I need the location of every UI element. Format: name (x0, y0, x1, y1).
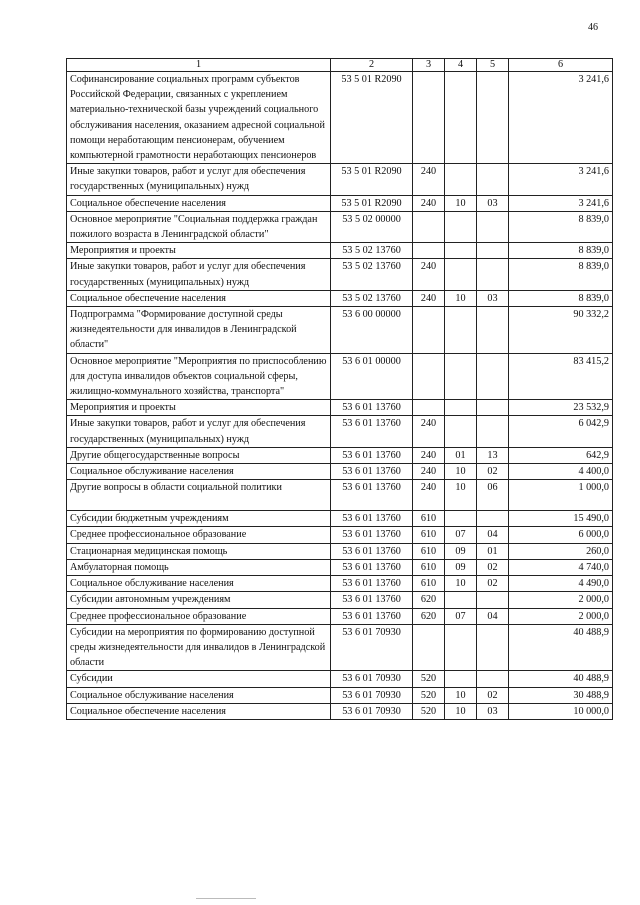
header-col-4: 4 (445, 59, 477, 72)
table-row (67, 353, 613, 400)
row-rz-cell (445, 243, 477, 259)
row-sum-cell: 1 000,0 (509, 480, 613, 511)
row-code-cell: 53 6 01 13760 (331, 559, 413, 575)
row-rz-cell (445, 353, 477, 400)
row-rz-cell: 01 (445, 447, 477, 463)
row-sum-cell: 8 839,0 (509, 259, 613, 290)
header-col-6: 6 (509, 59, 613, 72)
row-rz-cell: 10 (445, 703, 477, 719)
row-pr-cell (477, 511, 509, 527)
row-rz-cell (445, 624, 477, 671)
row-code-cell: 53 6 01 70930 (331, 687, 413, 703)
row-pr-cell (477, 624, 509, 671)
row-name-cell: Иные закупки товаров, работ и услуг для обеспечения государственных (муниципальных) нужд (67, 164, 331, 195)
table-header-row (67, 59, 613, 72)
row-code-cell: 53 6 01 13760 (331, 527, 413, 543)
footer-mark (196, 898, 256, 899)
row-pr-cell: 03 (477, 195, 509, 211)
row-code-cell: 53 5 02 13760 (331, 259, 413, 290)
row-pr-cell: 06 (477, 480, 509, 511)
row-sum-cell: 2 000,0 (509, 592, 613, 608)
row-name-cell: Социальное обслуживание населения (67, 687, 331, 703)
row-sum-cell: 15 490,0 (509, 511, 613, 527)
row-vr-cell (413, 307, 445, 354)
table-row (67, 290, 613, 306)
row-pr-cell (477, 259, 509, 290)
row-pr-cell (477, 164, 509, 195)
row-name-cell: Субсидии (67, 671, 331, 687)
row-code-cell: 53 5 02 00000 (331, 211, 413, 242)
row-vr-cell: 620 (413, 592, 445, 608)
row-sum-cell: 23 532,9 (509, 400, 613, 416)
table-row (67, 687, 613, 703)
row-name-cell: Амбулаторная помощь (67, 559, 331, 575)
row-pr-cell: 02 (477, 576, 509, 592)
row-name-cell: Субсидии на мероприятия по формированию доступной среды жизнедеятельности для инвалидов в Ленинградской области (67, 624, 331, 671)
table-row (67, 72, 613, 164)
row-name-cell: Основное мероприятие "Социальная поддержка граждан пожилого возраста в Ленинградской области" (67, 211, 331, 242)
row-rz-cell (445, 259, 477, 290)
row-sum-cell: 4 400,0 (509, 464, 613, 480)
row-pr-cell (477, 211, 509, 242)
table-row (67, 259, 613, 290)
table-row (67, 671, 613, 687)
row-code-cell: 53 5 02 13760 (331, 243, 413, 259)
header-col-5: 5 (477, 59, 509, 72)
row-name-cell: Другие вопросы в области социальной политики (67, 480, 331, 511)
row-rz-cell (445, 72, 477, 164)
row-vr-cell: 610 (413, 559, 445, 575)
row-code-cell: 53 6 01 13760 (331, 511, 413, 527)
row-sum-cell: 40 488,9 (509, 624, 613, 671)
row-vr-cell: 240 (413, 447, 445, 463)
row-rz-cell (445, 416, 477, 447)
table-row (67, 464, 613, 480)
row-rz-cell (445, 164, 477, 195)
row-name-cell: Социальное обслуживание населения (67, 464, 331, 480)
table-row (67, 576, 613, 592)
row-name-cell: Софинансирование социальных программ субъектов Российской Федерации, связанных с укреплением материально-технической базы учреждений социального обслуживания населения, оказанием адресной социальной помощи неработающим пенсионерам, обучением компьютерной грамотности неработающих пенсионеров (67, 72, 331, 164)
row-pr-cell: 01 (477, 543, 509, 559)
table-row (67, 400, 613, 416)
row-pr-cell: 02 (477, 559, 509, 575)
row-name-cell: Основное мероприятие "Мероприятия по приспособлению для доступа инвалидов объектов социальной сферы, жилищно-коммунального хозяйства, транспорта" (67, 353, 331, 400)
row-vr-cell (413, 353, 445, 400)
row-pr-cell (477, 72, 509, 164)
row-pr-cell: 03 (477, 290, 509, 306)
row-sum-cell: 3 241,6 (509, 164, 613, 195)
row-vr-cell (413, 624, 445, 671)
row-pr-cell (477, 307, 509, 354)
row-pr-cell: 04 (477, 608, 509, 624)
row-sum-cell: 8 839,0 (509, 243, 613, 259)
row-vr-cell: 610 (413, 543, 445, 559)
row-pr-cell (477, 416, 509, 447)
table-row (67, 195, 613, 211)
table-row (67, 243, 613, 259)
row-code-cell: 53 6 01 13760 (331, 608, 413, 624)
row-name-cell: Субсидии автономным учреждениям (67, 592, 331, 608)
row-name-cell: Среднее профессиональное образование (67, 527, 331, 543)
row-rz-cell: 10 (445, 687, 477, 703)
row-vr-cell: 240 (413, 464, 445, 480)
row-vr-cell: 240 (413, 290, 445, 306)
row-vr-cell: 240 (413, 480, 445, 511)
table-row (67, 211, 613, 242)
row-rz-cell (445, 671, 477, 687)
row-name-cell: Социальное обеспечение населения (67, 290, 331, 306)
table-row (67, 703, 613, 719)
row-rz-cell: 09 (445, 543, 477, 559)
row-code-cell: 53 6 01 00000 (331, 353, 413, 400)
row-code-cell: 53 6 01 13760 (331, 447, 413, 463)
row-rz-cell: 10 (445, 480, 477, 511)
row-pr-cell (477, 671, 509, 687)
page-number: 46 (588, 22, 598, 33)
table-row (67, 592, 613, 608)
row-vr-cell (413, 211, 445, 242)
row-name-cell: Подпрограмма "Формирование доступной среды жизнедеятельности для инвалидов в Ленинградской области" (67, 307, 331, 354)
row-sum-cell: 642,9 (509, 447, 613, 463)
row-code-cell: 53 5 02 13760 (331, 290, 413, 306)
row-sum-cell: 8 839,0 (509, 290, 613, 306)
row-code-cell: 53 5 01 R2090 (331, 72, 413, 164)
row-name-cell: Социальное обеспечение населения (67, 195, 331, 211)
row-sum-cell: 2 000,0 (509, 608, 613, 624)
row-rz-cell (445, 511, 477, 527)
row-rz-cell (445, 307, 477, 354)
row-pr-cell: 13 (477, 447, 509, 463)
row-pr-cell (477, 400, 509, 416)
row-code-cell: 53 6 01 70930 (331, 624, 413, 671)
row-name-cell: Иные закупки товаров, работ и услуг для обеспечения государственных (муниципальных) нужд (67, 416, 331, 447)
row-sum-cell: 4 490,0 (509, 576, 613, 592)
row-code-cell: 53 6 01 70930 (331, 671, 413, 687)
row-sum-cell: 30 488,9 (509, 687, 613, 703)
row-rz-cell (445, 592, 477, 608)
row-rz-cell: 10 (445, 464, 477, 480)
row-sum-cell: 90 332,2 (509, 307, 613, 354)
row-sum-cell: 40 488,9 (509, 671, 613, 687)
budget-table (66, 58, 613, 720)
row-sum-cell: 10 000,0 (509, 703, 613, 719)
row-code-cell: 53 6 01 13760 (331, 576, 413, 592)
row-vr-cell: 520 (413, 703, 445, 719)
row-name-cell: Субсидии бюджетным учреждениям (67, 511, 331, 527)
row-rz-cell (445, 211, 477, 242)
row-name-cell: Иные закупки товаров, работ и услуг для обеспечения государственных (муниципальных) нужд (67, 259, 331, 290)
row-vr-cell: 610 (413, 527, 445, 543)
row-code-cell: 53 6 00 00000 (331, 307, 413, 354)
row-rz-cell: 07 (445, 608, 477, 624)
row-vr-cell: 520 (413, 671, 445, 687)
row-sum-cell: 6 000,0 (509, 527, 613, 543)
row-name-cell: Социальное обеспечение населения (67, 703, 331, 719)
row-rz-cell: 10 (445, 576, 477, 592)
row-name-cell: Другие общегосударственные вопросы (67, 447, 331, 463)
table-row (67, 164, 613, 195)
row-pr-cell: 03 (477, 703, 509, 719)
row-pr-cell (477, 592, 509, 608)
table-row (67, 559, 613, 575)
row-rz-cell: 10 (445, 290, 477, 306)
row-vr-cell (413, 243, 445, 259)
row-vr-cell: 520 (413, 687, 445, 703)
row-code-cell: 53 6 01 70930 (331, 703, 413, 719)
row-sum-cell: 83 415,2 (509, 353, 613, 400)
row-code-cell: 53 6 01 13760 (331, 592, 413, 608)
row-pr-cell (477, 243, 509, 259)
row-sum-cell: 3 241,6 (509, 72, 613, 164)
row-code-cell: 53 5 01 R2090 (331, 195, 413, 211)
table-body (67, 72, 613, 720)
row-pr-cell: 02 (477, 464, 509, 480)
row-sum-cell: 6 042,9 (509, 416, 613, 447)
row-code-cell: 53 6 01 13760 (331, 543, 413, 559)
row-name-cell: Мероприятия и проекты (67, 400, 331, 416)
row-vr-cell: 240 (413, 259, 445, 290)
table-row (67, 608, 613, 624)
row-sum-cell: 8 839,0 (509, 211, 613, 242)
row-vr-cell: 610 (413, 576, 445, 592)
row-rz-cell: 10 (445, 195, 477, 211)
table-row (67, 416, 613, 447)
row-rz-cell: 09 (445, 559, 477, 575)
header-col-3: 3 (413, 59, 445, 72)
row-sum-cell: 3 241,6 (509, 195, 613, 211)
table-row (67, 624, 613, 671)
row-pr-cell: 04 (477, 527, 509, 543)
table-row (67, 527, 613, 543)
row-name-cell: Стационарная медицинская помощь (67, 543, 331, 559)
table-row (67, 447, 613, 463)
row-code-cell: 53 5 01 R2090 (331, 164, 413, 195)
row-code-cell: 53 6 01 13760 (331, 464, 413, 480)
row-rz-cell (445, 400, 477, 416)
row-pr-cell (477, 353, 509, 400)
row-vr-cell: 610 (413, 511, 445, 527)
table-row (67, 480, 613, 511)
row-vr-cell: 240 (413, 195, 445, 211)
row-vr-cell (413, 72, 445, 164)
row-sum-cell: 260,0 (509, 543, 613, 559)
row-vr-cell (413, 400, 445, 416)
header-col-1: 1 (67, 59, 331, 72)
row-sum-cell: 4 740,0 (509, 559, 613, 575)
table-row (67, 511, 613, 527)
row-pr-cell: 02 (477, 687, 509, 703)
row-name-cell: Социальное обслуживание населения (67, 576, 331, 592)
row-code-cell: 53 6 01 13760 (331, 400, 413, 416)
row-name-cell: Мероприятия и проекты (67, 243, 331, 259)
table-row (67, 307, 613, 354)
row-vr-cell: 240 (413, 416, 445, 447)
row-rz-cell: 07 (445, 527, 477, 543)
row-vr-cell: 240 (413, 164, 445, 195)
row-code-cell: 53 6 01 13760 (331, 416, 413, 447)
row-vr-cell: 620 (413, 608, 445, 624)
row-code-cell: 53 6 01 13760 (331, 480, 413, 511)
table-row (67, 543, 613, 559)
header-col-2: 2 (331, 59, 413, 72)
row-name-cell: Среднее профессиональное образование (67, 608, 331, 624)
